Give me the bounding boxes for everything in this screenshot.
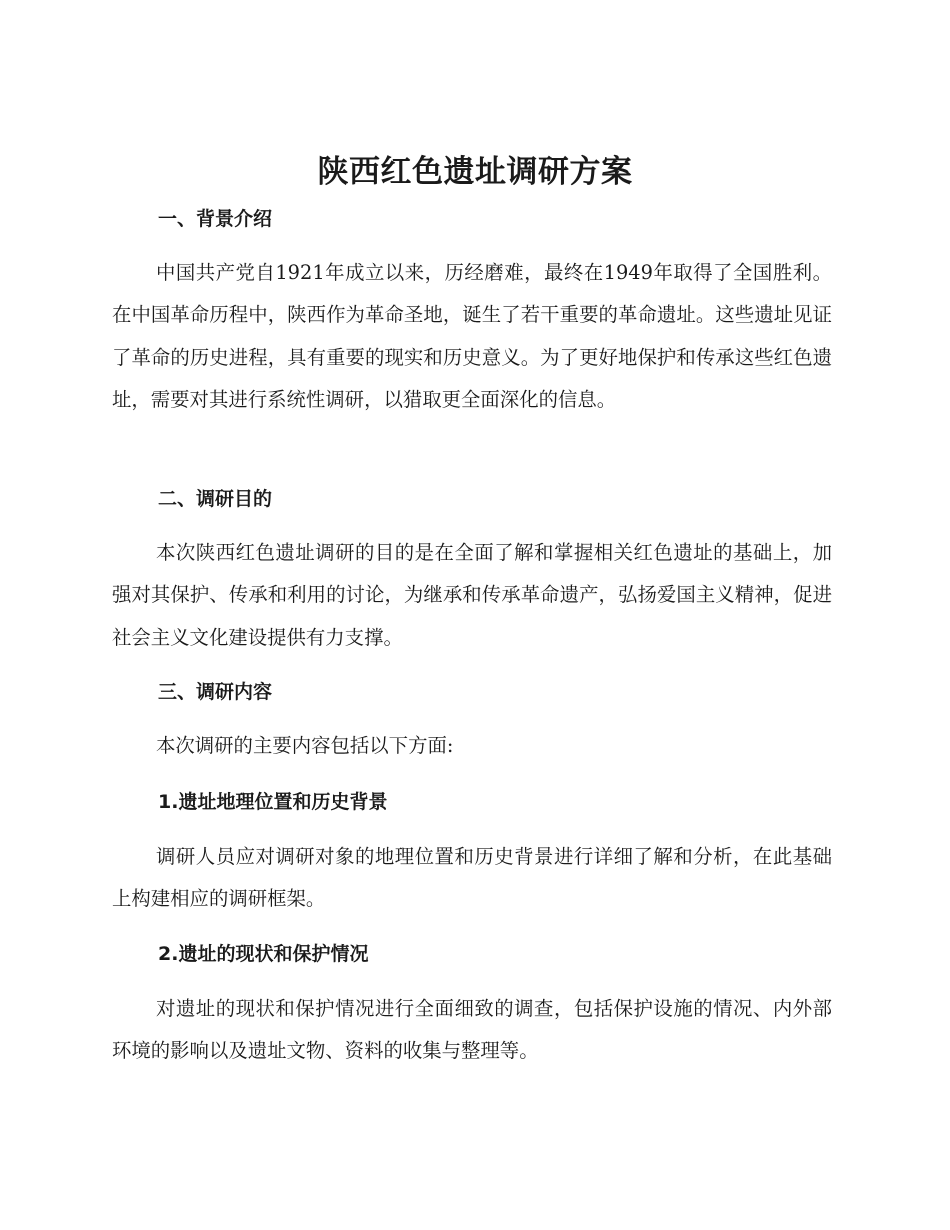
section-intro-content: 本次调研的主要内容包括以下方面: [156, 734, 454, 757]
section-paragraph-purpose: 本次陕西红色遗址调研的目的是在全面了解和掌握相关红色遗址的基础上，加强对其保护、传承和利用的讨论，为继承和传承革命遗产，弘扬爱国主义精神，促进社会主义文化建设提供有力支撑。 [112, 541, 832, 649]
subsection-paragraph-location: 调研人员应对调研对象的地理位置和历史背景进行详细了解和分析，在此基础上构建相应的调研框架。 [112, 845, 832, 911]
section-heading-purpose: 二、调研目的 [158, 488, 273, 510]
subsection-heading-status: 2.遗址的现状和保护情况 [158, 943, 369, 965]
section-heading-background: 一、背景介绍 [158, 208, 273, 230]
section-heading-content: 三、调研内容 [158, 681, 273, 703]
subsection-paragraph-status: 对遗址的现状和保护情况进行全面细致的调查，包括保护设施的情况、内外部环境的影响以及遗址文物、资料的收集与整理等。 [112, 997, 832, 1063]
document-title: 陕西红色遗址调研方案 [317, 154, 633, 190]
section-paragraph-background: 中国共产党自1921年成立以来，历经磨难，最终在1949年取得了全国胜利。在中国革命历程中，陕西作为革命圣地，诞生了若干重要的革命遗址。这些遗址见证了革命的历史进程，具有重要的现实和历史意义。为了更好地保护和传承这些红色遗址，需要对其进行系统性调研，以猎取更全面深化的信息。 [112, 261, 832, 411]
subsection-heading-location: 1.遗址地理位置和历史背景 [158, 791, 388, 813]
